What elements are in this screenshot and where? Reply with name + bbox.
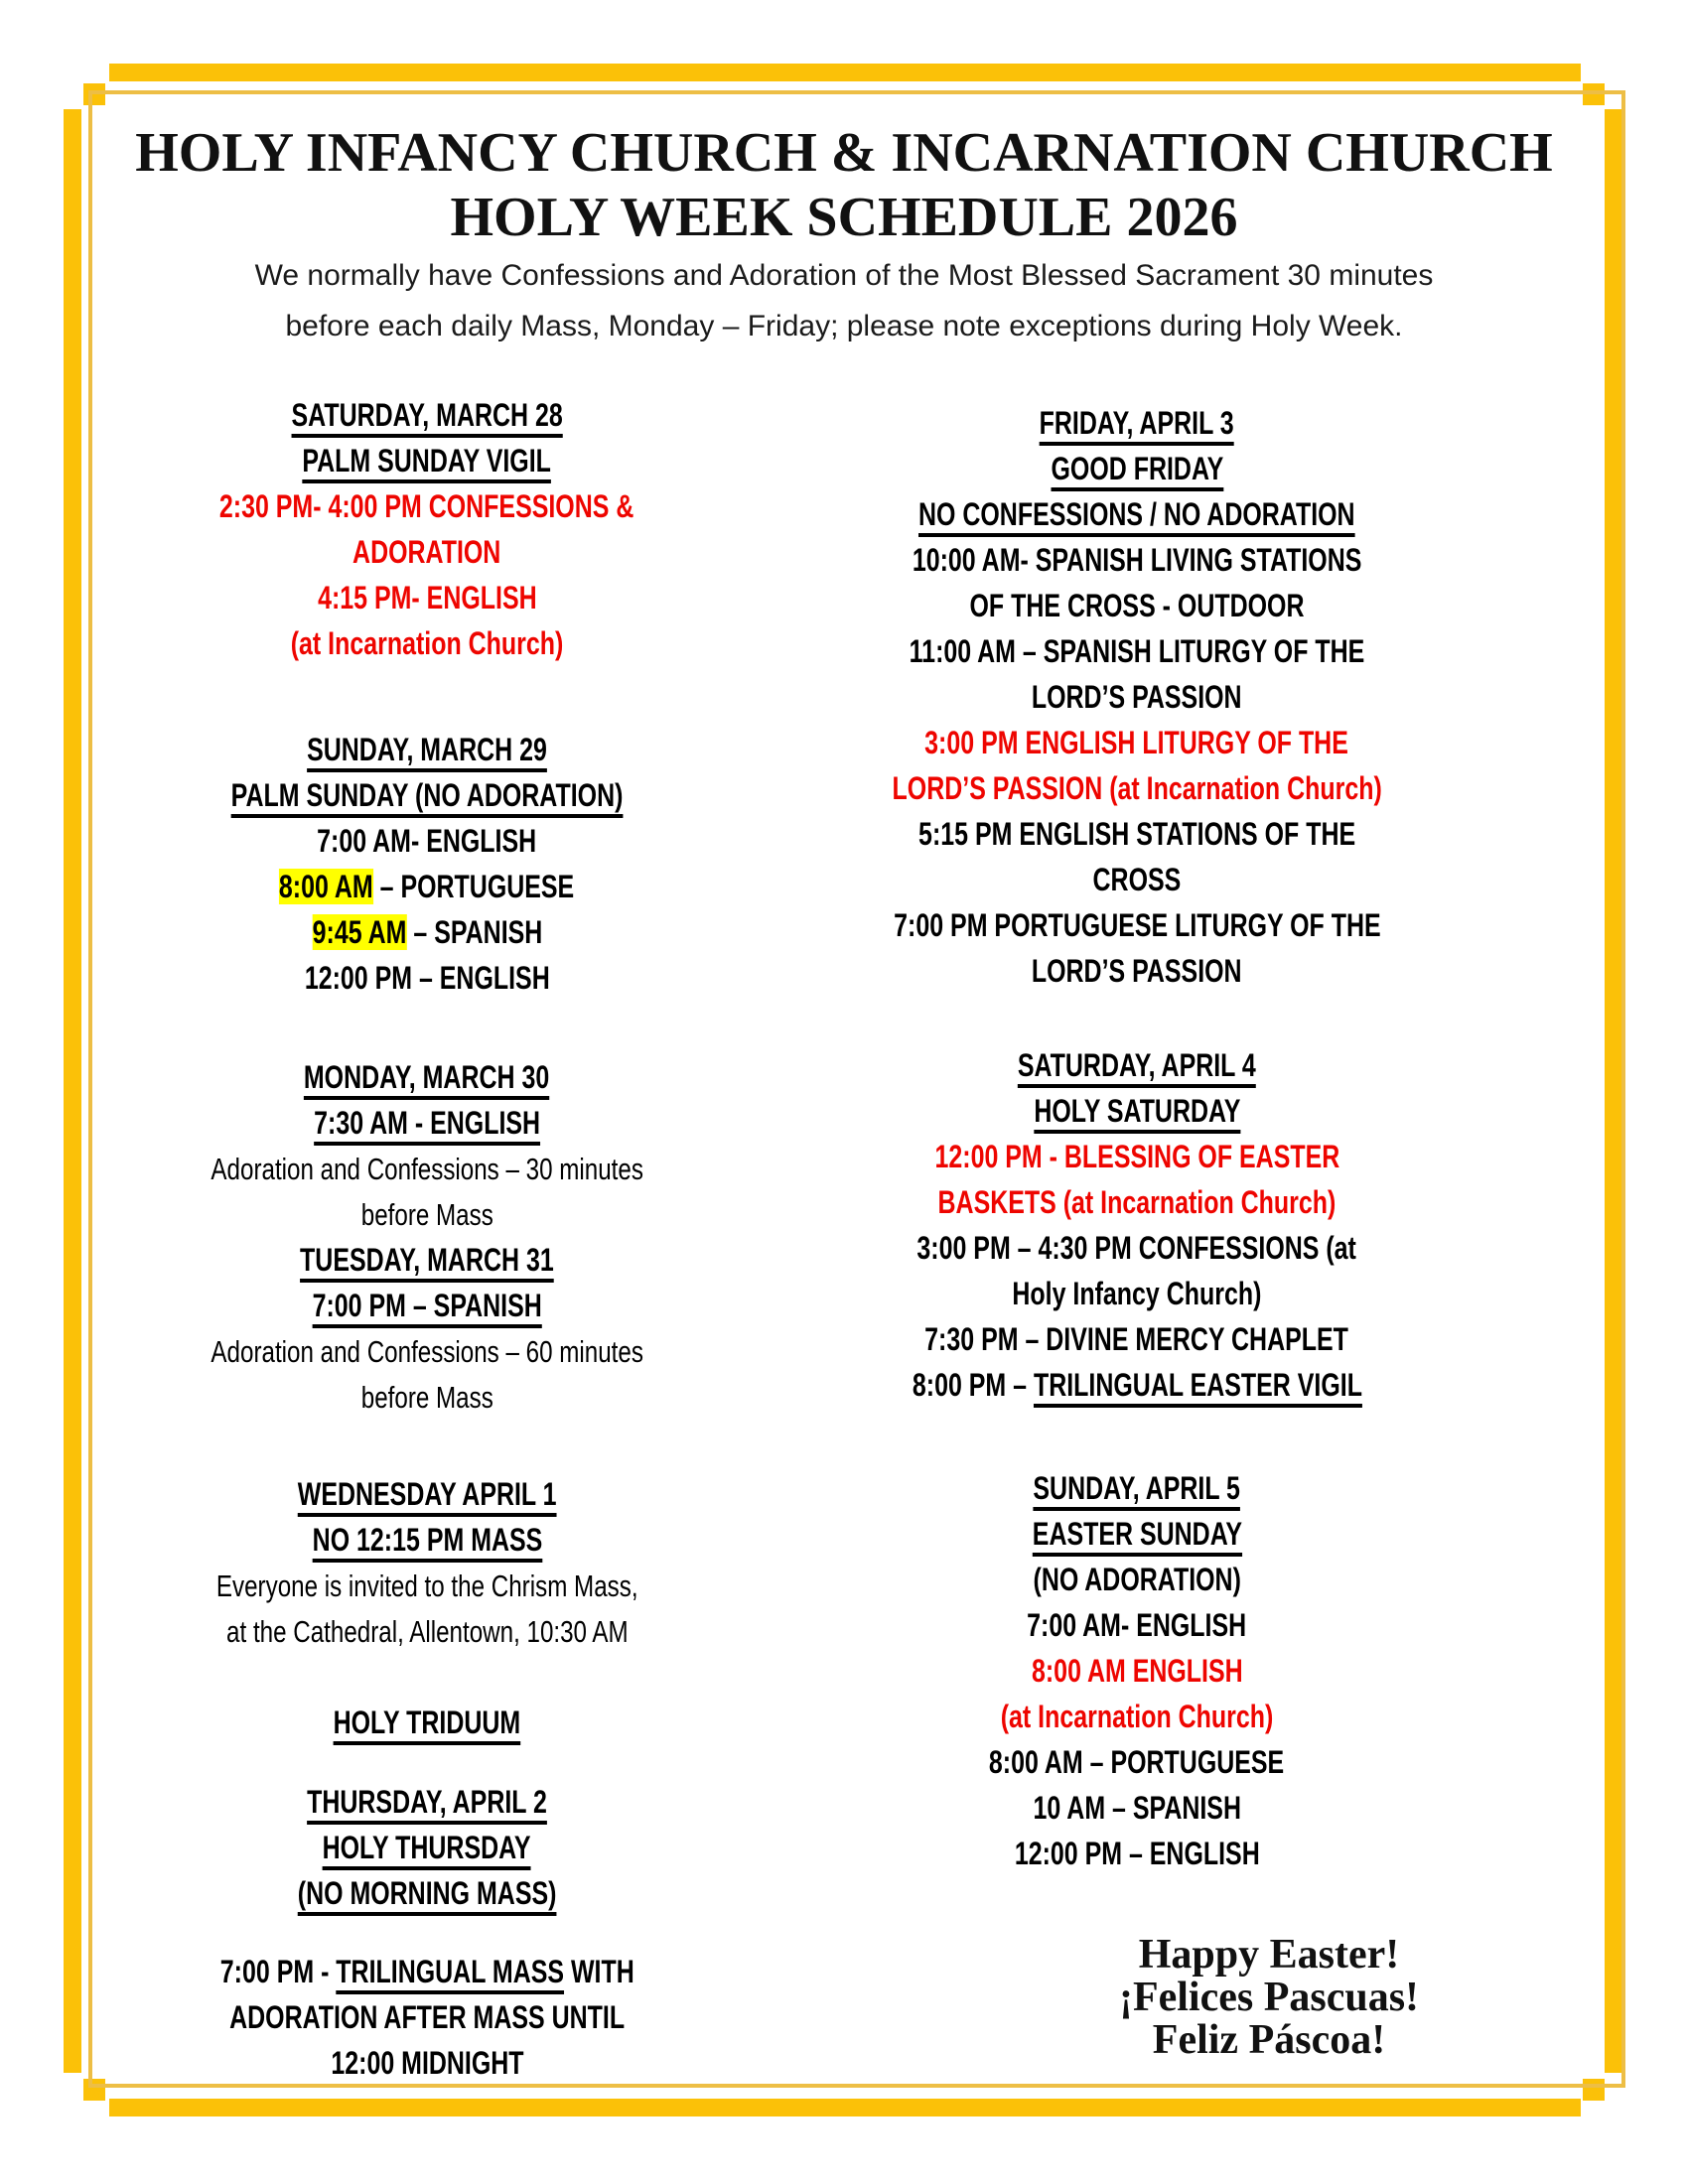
schedule-line bbox=[139, 438, 715, 483]
schedule-line bbox=[139, 955, 715, 1001]
schedule-text-segment: SATURDAY, MARCH 28 bbox=[291, 397, 563, 433]
schedule-line bbox=[854, 446, 1420, 491]
schedule-text-segment: 11:00 AM – SPANISH LITURGY OF THE bbox=[909, 633, 1365, 669]
schedule-text-segment: 7:00 AM- ENGLISH bbox=[1027, 1607, 1247, 1643]
schedule-text-segment: MONDAY, MARCH 30 bbox=[304, 1059, 550, 1095]
schedule-text-segment: Holy Infancy Church) bbox=[1012, 1276, 1262, 1311]
schedule-line bbox=[139, 1328, 715, 1374]
schedule-text-segment: TRILINGUAL EASTER VIGIL bbox=[1033, 1367, 1362, 1403]
schedule-column-right bbox=[854, 400, 1420, 1876]
schedule-line bbox=[854, 1648, 1420, 1694]
schedule-text-segment: 7:00 PM – SPANISH bbox=[312, 1288, 542, 1323]
schedule-text-segment: TUESDAY, MARCH 31 bbox=[300, 1242, 554, 1278]
schedule-text-segment: 7:00 PM PORTUGUESE LITURGY OF THE bbox=[893, 907, 1381, 943]
schedule-line bbox=[854, 1739, 1420, 1785]
schedule-text-segment bbox=[1029, 542, 1036, 578]
schedule-text-segment: 2:30 PM- 4:00 PM CONFESSIONS & bbox=[219, 488, 634, 524]
schedule-section bbox=[139, 1471, 715, 1654]
schedule-text-segment: ADORATION bbox=[352, 534, 501, 570]
schedule-line bbox=[854, 1557, 1420, 1602]
schedule-line bbox=[854, 674, 1420, 720]
schedule-text-segment: 12:00 PM – ENGLISH bbox=[1014, 1836, 1260, 1871]
schedule-text-segment: LORD’S PASSION bbox=[1032, 953, 1242, 989]
schedule-section bbox=[854, 400, 1420, 994]
schedule-text-segment: CROSS bbox=[1092, 862, 1182, 897]
schedule-text-segment: HOLY TRIDUUM bbox=[333, 1705, 521, 1740]
schedule-text-segment: 8:00 PM – bbox=[912, 1367, 1034, 1403]
schedule-line bbox=[139, 1517, 715, 1563]
schedule-text-segment: GOOD FRIDAY bbox=[1051, 451, 1223, 486]
schedule-line bbox=[854, 628, 1420, 674]
schedule-text-segment: before Mass bbox=[360, 1197, 493, 1232]
schedule-text-segment: (at Incarnation Church) bbox=[1000, 1699, 1274, 1734]
schedule-text-segment: LORD’S PASSION (at Incarnation Church) bbox=[892, 770, 1382, 806]
schedule-line bbox=[854, 1225, 1420, 1271]
schedule-text-segment: NO CONFESSIONS / NO ADORATION bbox=[918, 496, 1355, 532]
schedule-text-segment: SUNDAY, MARCH 29 bbox=[307, 732, 547, 767]
schedule-section bbox=[139, 727, 715, 1001]
schedule-text-segment: (at Incarnation Church) bbox=[290, 625, 564, 661]
schedule-section bbox=[139, 1949, 715, 2086]
schedule-line bbox=[139, 1054, 715, 1100]
schedule-line bbox=[854, 400, 1420, 446]
schedule-text-segment: TRILINGUAL MASS bbox=[336, 1954, 564, 1989]
schedule-line bbox=[139, 1779, 715, 1825]
schedule-text-segment: – PORTUGUESE bbox=[373, 869, 575, 904]
schedule-text-segment: 5:15 PM ENGLISH STATIONS OF THE bbox=[917, 816, 1356, 852]
schedule-line bbox=[139, 727, 715, 772]
page-border-bottom bbox=[109, 2099, 1581, 2116]
schedule-section bbox=[854, 1042, 1420, 1408]
schedule-column-left bbox=[139, 392, 715, 2086]
schedule-line bbox=[139, 909, 715, 955]
schedule-text-segment: EASTER SUNDAY bbox=[1032, 1516, 1242, 1552]
page-border-left bbox=[64, 109, 81, 2073]
intro-line-1: We normally have Confessions and Adoration of the Most Blessed Sacrament 30 minutes bbox=[254, 259, 1434, 292]
schedule-line bbox=[854, 720, 1420, 765]
schedule-line bbox=[854, 1271, 1420, 1316]
schedule-text-segment: (NO ADORATION) bbox=[1033, 1562, 1241, 1597]
intro-line-2: before each daily Mass, Monday – Friday; please note exceptions during Holy Week. bbox=[285, 310, 1403, 342]
schedule-line bbox=[139, 772, 715, 818]
schedule-text-segment: ADORATION AFTER MASS UNTIL bbox=[229, 1999, 625, 2035]
schedule-text-segment: 10 AM – SPANISH bbox=[1033, 1790, 1241, 1826]
schedule-text-segment: 7:00 AM- ENGLISH bbox=[317, 823, 537, 859]
schedule-text-segment: 7:30 AM - ENGLISH bbox=[314, 1105, 540, 1141]
schedule-line bbox=[139, 1825, 715, 1870]
schedule-text-segment: 4:15 PM- ENGLISH bbox=[317, 580, 537, 615]
schedule-line bbox=[854, 1602, 1420, 1648]
schedule-line bbox=[854, 1362, 1420, 1408]
schedule-line bbox=[139, 1949, 715, 1994]
schedule-line bbox=[854, 491, 1420, 537]
schedule-line bbox=[854, 1785, 1420, 1831]
schedule-text-segment: 12:00 MIDNIGHT bbox=[330, 2045, 524, 2081]
schedule-line bbox=[139, 1563, 715, 1608]
schedule-text-segment: Adoration and Confessions – 30 minutes bbox=[211, 1152, 643, 1186]
schedule-section bbox=[854, 1465, 1420, 1876]
schedule-text-segment: PALM SUNDAY VIGIL bbox=[302, 443, 552, 478]
schedule-line bbox=[854, 902, 1420, 948]
schedule-line bbox=[854, 1694, 1420, 1739]
schedule-line bbox=[139, 1870, 715, 1916]
schedule-line bbox=[139, 864, 715, 909]
header bbox=[0, 121, 1688, 250]
schedule-text-segment: NO 12:15 PM MASS bbox=[312, 1522, 542, 1558]
greeting-line-portuguese: Feliz Páscoa! bbox=[1152, 2017, 1386, 2063]
schedule-text-segment: 10:00 AM- bbox=[912, 542, 1029, 578]
page-border-top bbox=[109, 64, 1581, 81]
schedule-line bbox=[139, 1237, 715, 1283]
schedule-text-segment: before Mass bbox=[360, 1380, 493, 1415]
schedule-text-segment: BASKETS (at Incarnation Church) bbox=[937, 1184, 1336, 1220]
schedule-line bbox=[854, 811, 1420, 857]
schedule-text-segment: WITH bbox=[563, 1954, 634, 1989]
schedule-text-segment: SPANISH LIVING STATIONS bbox=[1035, 542, 1362, 578]
greeting-line-english: Happy Easter! bbox=[1138, 1932, 1400, 1978]
schedule-text-segment: HOLY THURSDAY bbox=[323, 1830, 531, 1865]
schedule-text-segment: Adoration and Confessions – 60 minutes bbox=[211, 1334, 643, 1369]
schedule-line bbox=[854, 1831, 1420, 1876]
schedule-line bbox=[139, 483, 715, 529]
schedule-text-segment: 12:00 PM – ENGLISH bbox=[304, 960, 550, 996]
page-title-line-2: HOLY WEEK SCHEDULE 2026 bbox=[450, 187, 1238, 248]
schedule-line bbox=[854, 857, 1420, 902]
schedule-line bbox=[854, 1134, 1420, 1179]
schedule-line bbox=[854, 537, 1420, 583]
schedule-section bbox=[139, 1054, 715, 1420]
schedule-text-segment: Everyone is invited to the Chrism Mass, bbox=[215, 1569, 638, 1603]
intro-paragraph bbox=[0, 250, 1688, 351]
schedule-line bbox=[139, 1374, 715, 1420]
schedule-text-segment: 9:45 AM bbox=[312, 914, 406, 950]
schedule-line bbox=[139, 1146, 715, 1191]
schedule-text-segment: OF THE CROSS - OUTDOOR bbox=[969, 588, 1305, 623]
schedule-line bbox=[139, 1994, 715, 2040]
schedule-line bbox=[139, 529, 715, 575]
schedule-text-segment: PALM SUNDAY (NO ADORATION) bbox=[230, 777, 624, 813]
greeting-line-spanish: ¡Felices Pascuas! bbox=[1118, 1975, 1420, 2020]
schedule-section bbox=[139, 392, 715, 666]
schedule-line bbox=[139, 392, 715, 438]
schedule-line bbox=[139, 1608, 715, 1654]
schedule-line bbox=[139, 620, 715, 666]
schedule-line bbox=[139, 575, 715, 620]
schedule-section bbox=[139, 1700, 715, 1745]
schedule-line bbox=[854, 1042, 1420, 1088]
schedule-section bbox=[139, 1779, 715, 1916]
schedule-text-segment: 8:00 AM bbox=[279, 869, 374, 904]
schedule-text-segment: FRIDAY, APRIL 3 bbox=[1039, 405, 1235, 441]
schedule-text-segment: 8:00 AM – PORTUGUESE bbox=[989, 1744, 1285, 1780]
schedule-text-segment: WEDNESDAY APRIL 1 bbox=[297, 1476, 557, 1512]
schedule-text-segment: (NO MORNING MASS) bbox=[297, 1875, 557, 1911]
schedule-text-segment: 7:00 PM - bbox=[219, 1954, 337, 1989]
schedule-text-segment: HOLY SATURDAY bbox=[1033, 1093, 1241, 1129]
schedule-text-segment: 3:00 PM ENGLISH LITURGY OF THE bbox=[924, 725, 1349, 760]
schedule-text-segment: 8:00 AM ENGLISH bbox=[1031, 1653, 1243, 1689]
schedule-text-segment: SUNDAY, APRIL 5 bbox=[1033, 1470, 1241, 1506]
schedule-line bbox=[139, 1283, 715, 1328]
schedule-line bbox=[854, 765, 1420, 811]
schedule-text-segment: – SPANISH bbox=[405, 914, 542, 950]
schedule-line bbox=[139, 818, 715, 864]
schedule-line bbox=[139, 1700, 715, 1745]
schedule-line bbox=[854, 1316, 1420, 1362]
schedule-line bbox=[139, 1191, 715, 1237]
schedule-line bbox=[139, 1100, 715, 1146]
schedule-line bbox=[854, 948, 1420, 994]
page-title-line-1: HOLY INFANCY CHURCH & INCARNATION CHURCH bbox=[135, 122, 1553, 184]
schedule-text-segment: SATURDAY, APRIL 4 bbox=[1018, 1047, 1256, 1083]
schedule-text-segment: at the Cathedral, Allentown, 10:30 AM bbox=[225, 1614, 629, 1649]
schedule-line bbox=[854, 583, 1420, 628]
schedule-line bbox=[854, 1465, 1420, 1511]
schedule-text-segment: 3:00 PM – 4:30 PM CONFESSIONS (at bbox=[916, 1230, 1357, 1266]
closing-greetings bbox=[1021, 1934, 1517, 2062]
schedule-text-segment: 7:30 PM – DIVINE MERCY CHAPLET bbox=[924, 1321, 1349, 1357]
schedule-line bbox=[139, 2040, 715, 2086]
schedule-line bbox=[854, 1179, 1420, 1225]
schedule-line bbox=[139, 1471, 715, 1517]
schedule-text-segment: LORD’S PASSION bbox=[1032, 679, 1242, 715]
schedule-text-segment: 12:00 PM - BLESSING OF EASTER bbox=[934, 1139, 1339, 1174]
schedule-text-segment: THURSDAY, APRIL 2 bbox=[307, 1784, 547, 1820]
schedule-line bbox=[854, 1511, 1420, 1557]
schedule-line bbox=[854, 1088, 1420, 1134]
